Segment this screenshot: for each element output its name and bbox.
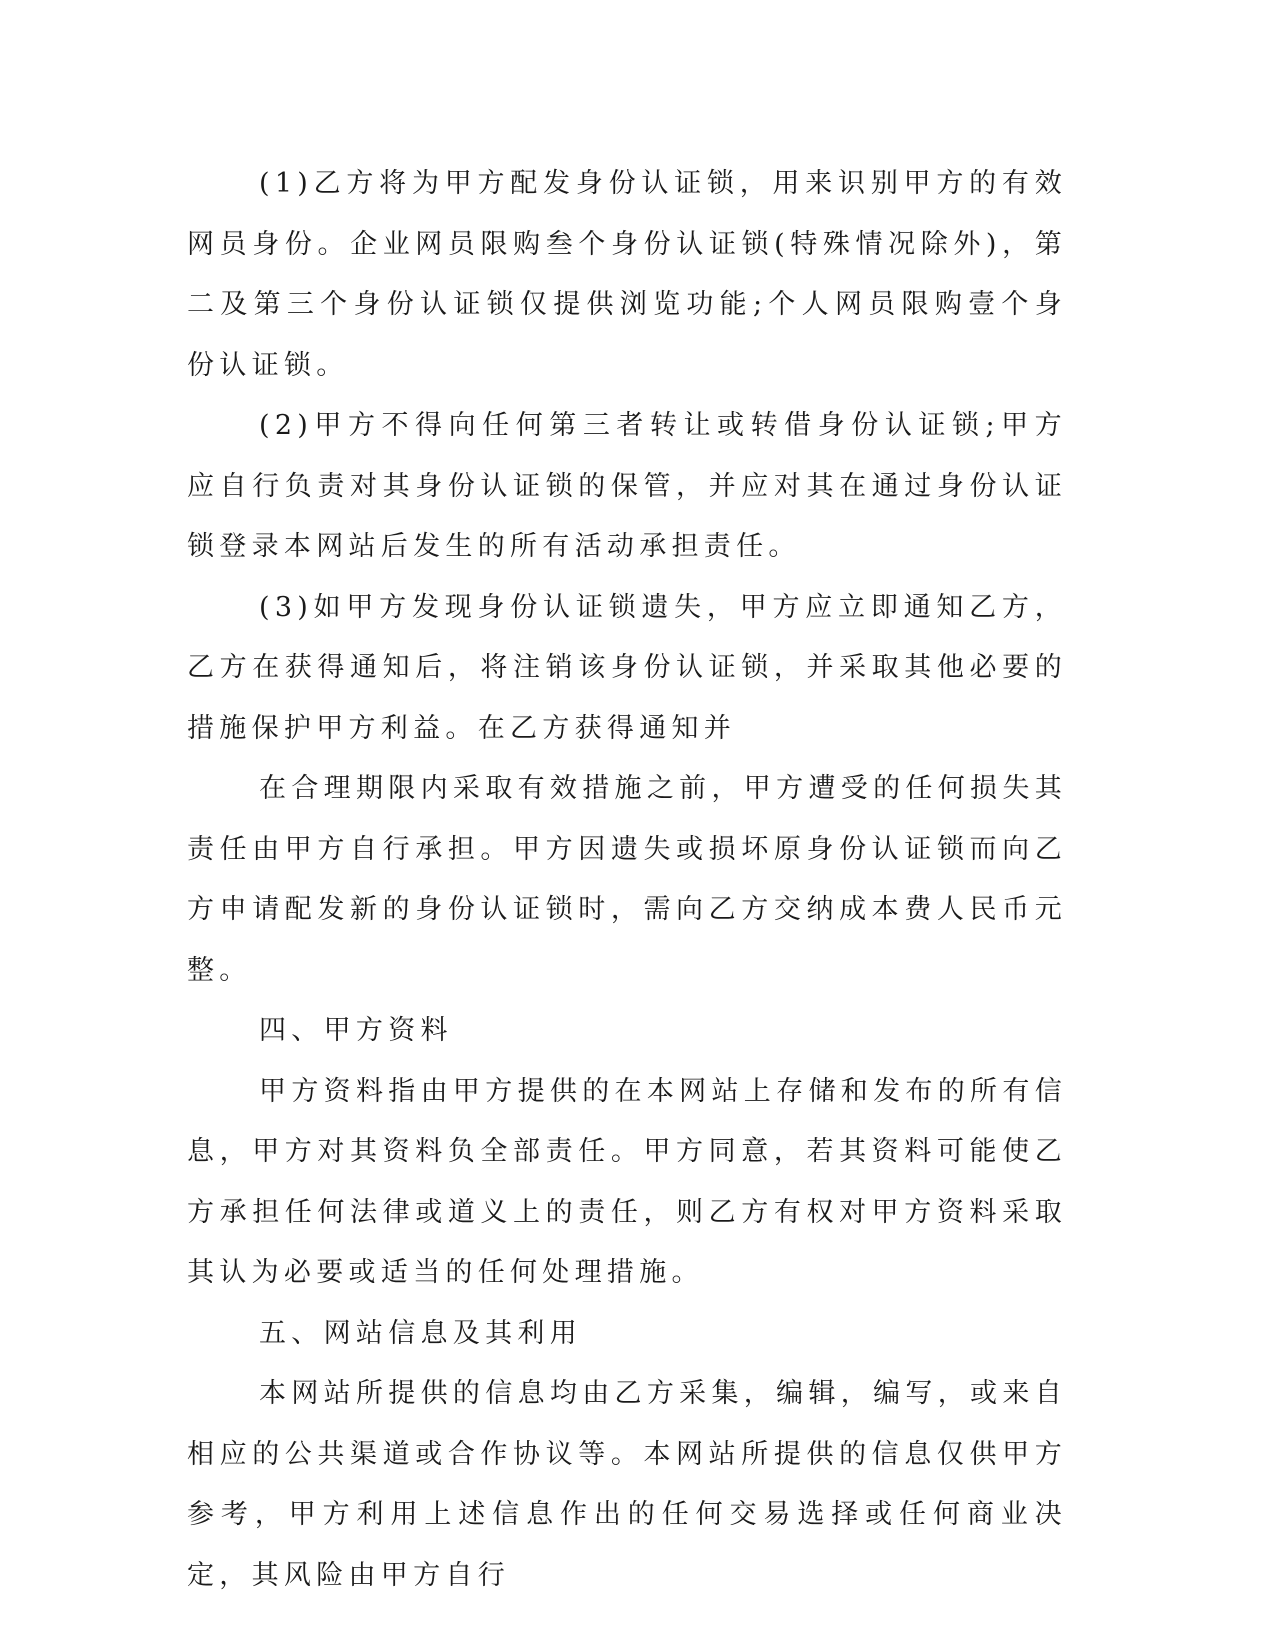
section-4-paragraph: 甲方资料指由甲方提供的在本网站上存储和发布的所有信息，甲方对其资料负全部责任。甲方同意，若其资料可能使乙方承担任何法律或道义上的责任，则乙方有权对甲方资料采取其认为必要或适当的任何处理措施。: [187, 1075, 1067, 1288]
section-5-heading: 五、网站信息及其利用: [259, 1317, 582, 1349]
clause-3-continuation-paragraph: 在合理期限内采取有效措施之前，甲方遭受的任何损失其责任由甲方自行承担。甲方因遗失或损坏原身份认证锁而向乙方申请配发新的身份认证锁时，需向乙方交纳成本费人民币元整。: [187, 773, 1067, 986]
document-body: [187, 154, 1067, 1606]
clause-2-paragraph: (2)甲方不得向任何第三者转让或转借身份认证锁;甲方应自行负责对其身份认证锁的保管，并应对其在通过身份认证锁登录本网站后发生的所有活动承担责任。: [187, 410, 1067, 562]
section-4-heading: 四、甲方资料: [259, 1015, 453, 1046]
clause-1-paragraph: (1)乙方将为甲方配发身份认证锁，用来识别甲方的有效网员身份。企业网员限购叁个身份认证锁(特殊情况除外)，第二及第三个身份认证锁仅提供浏览功能;个人网员限购壹个身份认证锁。: [187, 168, 1067, 381]
section-5-paragraph: 本网站所提供的信息均由乙方采集，编辑，编写，或来自相应的公共渠道或合作协议等。本网站所提供的信息仅供甲方参考，甲方利用上述信息作出的任何交易选择或任何商业决定，其风险由甲方自行: [187, 1378, 1067, 1591]
clause-3-paragraph: (3)如甲方发现身份认证锁遗失，甲方应立即通知乙方，乙方在获得通知后，将注销该身份认证锁，并采取其他必要的措施保护甲方利益。在乙方获得通知并: [187, 591, 1067, 744]
